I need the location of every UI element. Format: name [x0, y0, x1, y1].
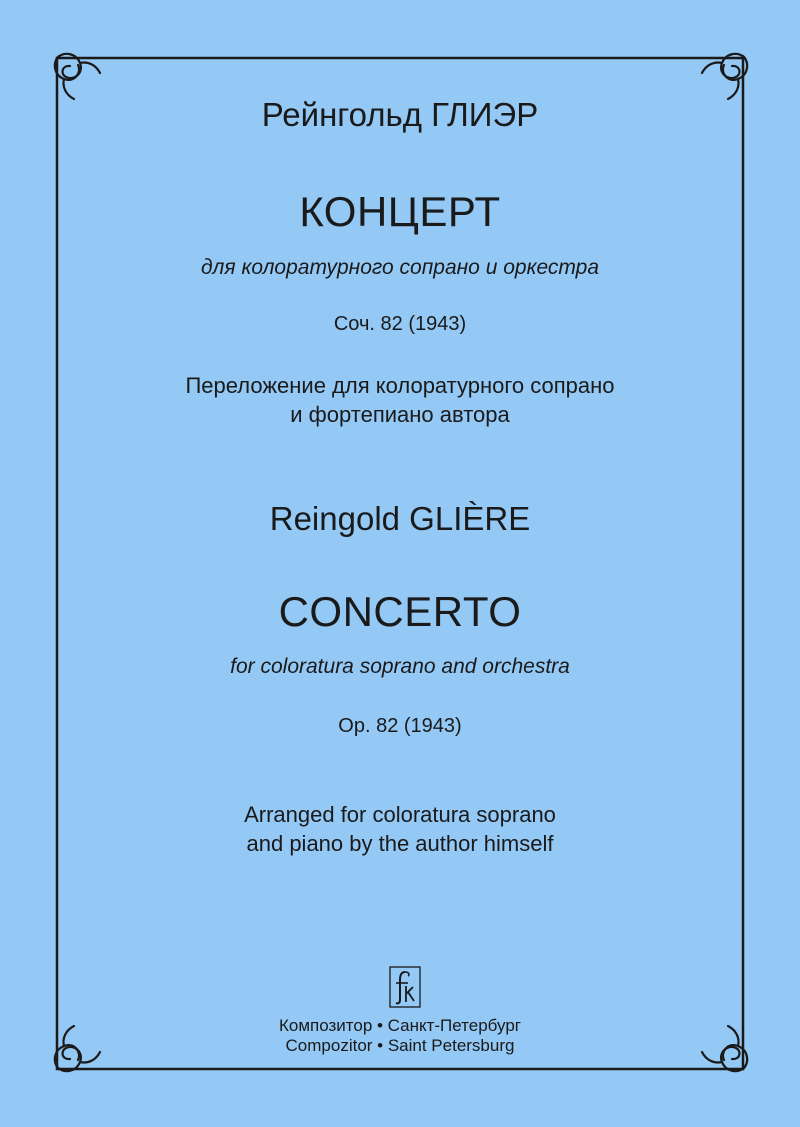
opus-en: Op. 82 (1943) — [338, 715, 462, 737]
title-en: CONCERTO — [278, 588, 522, 635]
arrangement-ru-line1: Переложение для колоратурного сопрано — [185, 373, 615, 398]
subtitle-ru: для колоратурного сопрано и оркестра — [200, 256, 600, 279]
subtitle-en: for coloratura soprano and orchestra — [230, 655, 570, 678]
composer-name-en: Reingold GLIÈRE — [269, 500, 531, 537]
compozitor-logo-icon — [389, 966, 421, 1008]
arrangement-ru-line2: и фортепиано автора — [290, 402, 510, 427]
arrangement-en-line1: Arranged for coloratura soprano — [244, 802, 556, 827]
opus-ru: Соч. 82 (1943) — [333, 313, 467, 335]
composer-name-ru: Рейнгольд ГЛИЭР — [261, 96, 539, 133]
title-ru: КОНЦЕРТ — [299, 188, 501, 235]
arrangement-en-line2: and piano by the author himself — [246, 831, 554, 856]
publisher-ru: Композитор • Санкт-Петербург — [278, 1016, 522, 1035]
publisher-en: Compozitor • Saint Petersburg — [285, 1036, 515, 1055]
